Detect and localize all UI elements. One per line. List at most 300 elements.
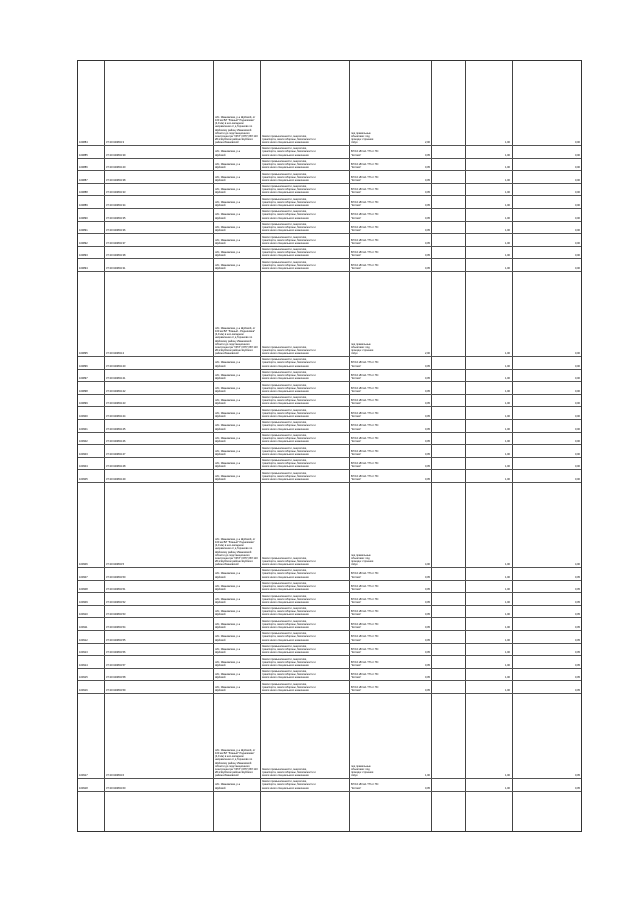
land-category: Земли промышленности, энергетики, транспорта, земли обороны, безопасности и земли иного специального назначения bbox=[262, 670, 316, 680]
permitted-use: ВЛ 10 кВ №1 ТП от ПС "Китово" bbox=[351, 660, 379, 667]
permitted-use: ВЛ 10 кВ №1 ТП от ПС "Китово" bbox=[351, 449, 379, 456]
area-value: 2,00 bbox=[424, 140, 430, 144]
total-value: 0,00 bbox=[574, 266, 580, 270]
total-value: 0,00 bbox=[574, 440, 580, 444]
table-row bbox=[78, 61, 581, 146]
table-row bbox=[78, 357, 581, 370]
land-category: Земли промышленности, энергетики, транспорта, земли обороны, безопасности и земли иного специального назначения bbox=[262, 767, 316, 777]
area-value: 0,05 bbox=[424, 600, 430, 604]
land-category: Земли промышленности, энергетики, транспорта, земли обороны, безопасности и земли иного специального назначения bbox=[262, 421, 316, 431]
table-row bbox=[78, 146, 581, 159]
share-value: 1,00 bbox=[504, 773, 510, 777]
table-row bbox=[78, 631, 581, 644]
area-value: 0,05 bbox=[424, 414, 430, 418]
parcel-id: 100907 bbox=[79, 575, 88, 579]
share-value: 1,00 bbox=[504, 688, 510, 692]
parcel-id: 100890 bbox=[79, 216, 88, 220]
land-category: Земли промышленности, энергетики, транспорта, земли обороны, безопасности и земли иного специального назначения bbox=[262, 556, 316, 566]
land-category: Земли промышленности, энергетики, транспорта, земли обороны, безопасности и земли иного специального назначения bbox=[262, 210, 316, 220]
area-value: 0,05 bbox=[424, 625, 430, 629]
share-value: 1,00 bbox=[504, 625, 510, 629]
table-row bbox=[78, 159, 581, 172]
address-cell: обл. Ивановская, р-н Шуйский bbox=[215, 449, 241, 456]
parcel-id: 100889 bbox=[79, 203, 88, 207]
cadastral-number: 37:20:040804:48 bbox=[106, 465, 126, 469]
area-value: 0,05 bbox=[424, 266, 430, 270]
permitted-use: ВЛ 10 кВ №1 ТП от ПС "Китово" bbox=[351, 648, 379, 655]
share-value: 1,00 bbox=[504, 427, 510, 431]
cadastral-number: 37:20:040804:43 bbox=[106, 402, 126, 406]
total-value: 0,00 bbox=[574, 465, 580, 469]
area-value: 0,05 bbox=[424, 663, 430, 667]
parcel-id: 100887 bbox=[79, 178, 88, 182]
parcel-id: 100901 bbox=[79, 427, 88, 431]
total-value: 0,05 bbox=[574, 638, 580, 642]
land-category: Земли промышленности, энергетики, транспорта, земли обороны, безопасности и земли иного специального назначения bbox=[262, 222, 316, 233]
parcel-id: 100917 bbox=[79, 773, 88, 777]
total-value: 0,00 bbox=[574, 377, 580, 381]
permitted-use: ВЛ 10 кВ №1 ТП от ПС "Китово" bbox=[351, 597, 379, 604]
permitted-use: ВЛ 10 кВ №1 ТП от ПС "Китово" bbox=[351, 175, 379, 182]
cadastral-number: 37:20:040804:35 bbox=[106, 216, 126, 220]
cadastral-number: 37:20:040804:36 bbox=[106, 229, 126, 233]
total-value: 0,05 bbox=[574, 773, 580, 777]
table-row bbox=[78, 458, 581, 471]
address-cell: обл. Ивановская, р-н Шуйский bbox=[215, 474, 241, 481]
share-value: 1,00 bbox=[504, 600, 510, 604]
area-value: 0,05 bbox=[424, 613, 430, 617]
total-value: 0,00 bbox=[574, 477, 580, 481]
area-value: 0,05 bbox=[424, 191, 430, 195]
parcel-id: 100900 bbox=[79, 414, 88, 418]
area-value: 0,05 bbox=[424, 364, 430, 368]
total-value: 0,05 bbox=[574, 786, 580, 790]
land-category: Земли промышленности, энергетики, транспорта, земли обороны, безопасности и земли иного специального назначения bbox=[262, 657, 316, 667]
land-category: Земли промышленности, энергетики, транспорта, земли обороны, безопасности и земли иного специального назначения bbox=[262, 644, 316, 655]
share-value: 1,00 bbox=[504, 402, 510, 406]
permitted-use: ВЛ 10 кВ №1 ТП от ПС "Китово" bbox=[351, 572, 379, 579]
address-cell: обл. Ивановская, р-н Шуйский bbox=[215, 213, 241, 220]
parcel-id: 100903 bbox=[79, 452, 88, 456]
permitted-use: ВЛ 10 кВ №1 ТП от ПС "Китово" bbox=[351, 163, 379, 170]
permitted-use: ВЛ 10 кВ №1 ТП от ПС "Китово" bbox=[351, 585, 379, 592]
parcel-id: 100911 bbox=[79, 625, 88, 629]
table-row bbox=[78, 483, 581, 568]
share-value: 1,00 bbox=[504, 452, 510, 456]
permitted-use: ВЛ 10 кВ №1 ТП от ПС "Китово" bbox=[351, 474, 379, 481]
permitted-use: ВЛ 10 кВ №1 ТП от ПС "Китово" bbox=[351, 226, 379, 233]
parcel-id: 100904 bbox=[79, 465, 88, 469]
permitted-use: ВЛ 10 кВ №1 ТП от ПС "Китово" bbox=[351, 213, 379, 220]
land-category: Земли промышленности, энергетики, транспорта, земли обороны, безопасности и земли иного специального назначения bbox=[262, 383, 316, 393]
land-category: Земли промышленности, энергетики, транспорта, земли обороны, безопасности и земли иного специального назначения bbox=[262, 594, 316, 604]
table-row bbox=[78, 581, 581, 594]
parcel-id: 100886 bbox=[79, 166, 88, 170]
table-row bbox=[78, 209, 581, 222]
table-row bbox=[78, 184, 581, 197]
address-cell: обл. Ивановская, р-н Шуйский, от 100 км ВЛ "Южный" Родниковка" (4,9 км) в юго-западном направлении от д.Горшково по Шуйскому району Ивановской области до подстанционного электроцентра "ОРЗ" (ОПУ) ВЛ 110 кВ в Шуйском районе Шуйского района Ивановской bbox=[215, 116, 258, 144]
permitted-use: под правильные объектами: под проезда: строения г.Шуя bbox=[351, 553, 374, 566]
parcel-id: 100913 bbox=[79, 651, 88, 655]
share-value: 1,00 bbox=[504, 377, 510, 381]
total-value: 0,00 bbox=[574, 254, 580, 258]
address-cell: обл. Ивановская, р-н Шуйский bbox=[215, 175, 241, 182]
total-value: 0,05 bbox=[574, 588, 580, 592]
area-value: 2,00 bbox=[424, 351, 430, 355]
share-value: 1,00 bbox=[504, 254, 510, 258]
table-row bbox=[78, 171, 581, 184]
address-cell: обл. Ивановская, р-н Шуйский, от 100 км ВЛ "Южный" Родниковка" (4,9 км) в юго-западном направлении от д.Горшково по Шуйскому району Ивановской области до подстанционного электроцентра "ОРЗ" (ОПУ) ВЛ 110 кВ в Шуйском районе Шуйского района Ивановской bbox=[215, 538, 258, 566]
area-value: 0,05 bbox=[424, 575, 430, 579]
land-category: Земли промышленности, энергетики, транспорта, земли обороны, безопасности и земли иного специального назначения bbox=[262, 235, 316, 245]
parcel-id: 100918 bbox=[79, 786, 88, 790]
permitted-use: ВЛ 10 кВ №1 ТП от ПС "Китово" bbox=[351, 263, 379, 270]
address-cell: обл. Ивановская, р-н Шуйский bbox=[215, 610, 241, 617]
land-category: Земли промышленности, энергетики, транспорта, земли обороны, безопасности и земли иного специального назначения bbox=[262, 433, 316, 444]
address-cell: обл. Ивановская, р-н Шуйский bbox=[215, 411, 241, 418]
permitted-use: ВЛ 10 кВ №1 ТП от ПС "Китово" bbox=[351, 635, 379, 642]
area-value: 0,05 bbox=[424, 402, 430, 406]
cadastral-number: 37:20:040804:56 bbox=[106, 651, 126, 655]
share-value: 1,00 bbox=[504, 613, 510, 617]
address-cell: обл. Ивановская, р-н Шуйский bbox=[215, 163, 241, 170]
cadastral-number: 37:20:040804:3 bbox=[106, 140, 125, 144]
table-row bbox=[78, 470, 581, 483]
permitted-use: ВЛ 10 кВ №1 ТП от ПС "Китово" bbox=[351, 399, 379, 406]
area-value: 0,05 bbox=[424, 216, 430, 220]
parcel-id: 100896 bbox=[79, 364, 88, 368]
share-value: 1,00 bbox=[504, 414, 510, 418]
share-value: 1,00 bbox=[504, 216, 510, 220]
cadastral-number: 37:20:040804:33 bbox=[106, 191, 126, 195]
table-row bbox=[78, 247, 581, 260]
parcel-id: 100897 bbox=[79, 377, 88, 381]
address-cell: обл. Ивановская, р-н Шуйский bbox=[215, 673, 241, 680]
cadastral-number: 37:20:040804:40 bbox=[106, 166, 126, 170]
permitted-use: ВЛ 10 кВ №1 ТП от ПС "Китово" bbox=[351, 424, 379, 431]
total-value: 0,00 bbox=[574, 203, 580, 207]
parcel-id: 100914 bbox=[79, 663, 88, 667]
address-cell: обл. Ивановская, р-н Шуйский bbox=[215, 226, 241, 233]
address-cell: обл. Ивановская, р-н Шуйский bbox=[215, 462, 241, 469]
share-value: 1,00 bbox=[504, 440, 510, 444]
parcel-id: 100909 bbox=[79, 600, 88, 604]
parcel-id: 100898 bbox=[79, 389, 88, 393]
register-table bbox=[77, 60, 582, 832]
address-cell: обл. Ивановская, р-н Шуйский bbox=[215, 150, 241, 157]
land-category: Земли промышленности, энергетики, транспорта, земли обороны, безопасности и земли иного специального назначения bbox=[262, 408, 316, 418]
parcel-id: 100910 bbox=[79, 613, 88, 617]
cadastral-number: 37:20:040804:31 bbox=[106, 266, 126, 270]
area-value: 0,05 bbox=[424, 153, 430, 157]
land-category: Земли промышленности, энергетики, транспорта, земли обороны, безопасности и земли иного специального назначения bbox=[262, 459, 316, 469]
total-value: 0,05 bbox=[574, 613, 580, 617]
table-row bbox=[78, 433, 581, 446]
land-category: Земли промышленности, энергетики, транспорта, земли обороны, безопасности и земли иного специального назначения bbox=[262, 159, 316, 170]
total-value: 0,05 bbox=[574, 688, 580, 692]
cadastral-number: 37:20:040804:37 bbox=[106, 241, 126, 245]
address-cell: обл. Ивановская, р-н Шуйский bbox=[215, 585, 241, 592]
area-value: 0,05 bbox=[424, 178, 430, 182]
area-value: 0,05 bbox=[424, 166, 430, 170]
permitted-use: под правильные объектами: под проезда: строения г.Шуя bbox=[351, 342, 374, 355]
area-value: 0,05 bbox=[424, 241, 430, 245]
land-category: Земли промышленности, энергетики, транспорта, земли обороны, безопасности и земли иного специального назначения bbox=[262, 446, 316, 456]
land-category: Земли промышленности, энергетики, транспорта, земли обороны, безопасности и земли иного специального назначения bbox=[262, 569, 316, 579]
land-category: Земли промышленности, энергетики, транспорта, земли обороны, безопасности и земли иного специального назначения bbox=[262, 185, 316, 195]
table-row bbox=[78, 407, 581, 420]
cadastral-number: 37:20:040804:60 bbox=[106, 786, 126, 790]
land-category: Земли промышленности, энергетики, транспорта, земли обороны, безопасности и земли иного специального назначения bbox=[262, 682, 316, 692]
total-value: 0,00 bbox=[574, 402, 580, 406]
cadastral-number: 37:20:040804:34 bbox=[106, 203, 126, 207]
cadastral-number: 37:20:040804:39 bbox=[106, 153, 126, 157]
total-value: 0,05 bbox=[574, 663, 580, 667]
table-row bbox=[78, 606, 581, 619]
share-value: 1,00 bbox=[504, 178, 510, 182]
area-value: 0,05 bbox=[424, 588, 430, 592]
land-category: Земли промышленности, энергетики, транспорта, земли обороны, безопасности и земли иного специального назначения bbox=[262, 248, 316, 258]
parcel-id: 100915 bbox=[79, 676, 88, 680]
cadastral-number: 37:20:040804:42 bbox=[106, 389, 126, 393]
table-row bbox=[78, 656, 581, 669]
table-row bbox=[78, 196, 581, 209]
parcel-id: 100891 bbox=[79, 229, 88, 233]
parcel-id: 100916 bbox=[79, 688, 88, 692]
permitted-use: под правильные объектами: под проезда: строения г.Шуя bbox=[351, 764, 374, 777]
total-value: 0,00 bbox=[574, 452, 580, 456]
land-category: Земли промышленности, энергетики, транспорта, земли обороны, безопасности и земли иного специального назначения bbox=[262, 370, 316, 381]
total-value: 0,00 bbox=[574, 229, 580, 233]
permitted-use: ВЛ 10 кВ №1 ТП от ПС "Китово" bbox=[351, 622, 379, 629]
share-value: 1,00 bbox=[504, 651, 510, 655]
total-value: 0,00 bbox=[574, 178, 580, 182]
area-value: 0,05 bbox=[424, 440, 430, 444]
cadastral-number: 37:20:040804:55 bbox=[106, 638, 126, 642]
total-value: 4,00 bbox=[574, 562, 580, 566]
share-value: 1,00 bbox=[504, 638, 510, 642]
cadastral-number: 37:20:040804:40 bbox=[106, 364, 126, 368]
land-category: Земли промышленности, энергетики, транспорта, земли обороны, безопасности и земли иного специального назначения bbox=[262, 632, 316, 642]
parcel-id: 100895 bbox=[79, 351, 88, 355]
total-value: 0,00 bbox=[574, 166, 580, 170]
land-category: Земли промышленности, энергетики, транспорта, земли обороны, безопасности и земли иного специального назначения bbox=[262, 345, 316, 355]
permitted-use: ВЛ 10 кВ №1 ТП от ПС "Китово" bbox=[351, 200, 379, 207]
permitted-use: ВЛ 10 кВ №1 ТП от ПС "Китово" bbox=[351, 386, 379, 393]
address-cell: обл. Ивановская, р-н Шуйский bbox=[215, 783, 241, 790]
permitted-use: ВЛ 10 кВ №1 ТП от ПС "Китово" bbox=[351, 685, 379, 692]
table-row bbox=[78, 779, 581, 792]
address-cell: обл. Ивановская, р-н Шуйский bbox=[215, 361, 241, 368]
table-row bbox=[78, 259, 581, 272]
table-row bbox=[78, 694, 581, 779]
total-value: 0,05 bbox=[574, 676, 580, 680]
share-value: 1,00 bbox=[504, 153, 510, 157]
table-row bbox=[78, 234, 581, 247]
area-value: 0,05 bbox=[424, 427, 430, 431]
share-value: 1,00 bbox=[504, 562, 510, 566]
area-value: 0,05 bbox=[424, 452, 430, 456]
permitted-use: ВЛ 10 кВ №1 ТП от ПС "Китово" bbox=[351, 361, 379, 368]
parcel-id: 100894 bbox=[79, 266, 88, 270]
parcel-id: 100908 bbox=[79, 588, 88, 592]
table-row bbox=[78, 370, 581, 383]
cadastral-number: 37:20:040804:46 bbox=[106, 440, 126, 444]
permitted-use: ВЛ 10 кВ №1 ТП от ПС "Китово" bbox=[351, 462, 379, 469]
cadastral-number: 37:20:040804:38 bbox=[106, 178, 126, 182]
cadastral-number: 37:20:040804:59 bbox=[106, 688, 126, 692]
area-value: 0,05 bbox=[424, 203, 430, 207]
cadastral-number: 37:20:040804:6 bbox=[106, 773, 125, 777]
address-cell: обл. Ивановская, р-н Шуйский bbox=[215, 597, 241, 604]
cadastral-number: 37:20:040804:5 bbox=[106, 562, 125, 566]
cadastral-number: 37:20:040804:47 bbox=[106, 452, 126, 456]
total-value: 0,05 bbox=[574, 575, 580, 579]
total-value: 0,00 bbox=[574, 364, 580, 368]
share-value: 1,00 bbox=[504, 364, 510, 368]
parcel-id: 100888 bbox=[79, 191, 88, 195]
parcel-id: 100884 bbox=[79, 140, 88, 144]
land-category: Земли промышленности, энергетики, транспорта, земли обороны, безопасности и земли иного специального назначения bbox=[262, 147, 316, 157]
permitted-use: под правильные объектами: под проезда: строения г.Шуя bbox=[351, 131, 374, 144]
land-category: Земли промышленности, энергетики, транспорта, земли обороны, безопасности и земли иного специального назначения bbox=[262, 260, 316, 270]
land-category: Земли промышленности, энергетики, транспорта, земли обороны, безопасности и земли иного специального назначения bbox=[262, 172, 316, 182]
permitted-use: ВЛ 10 кВ №1 ТП от ПС "Китово" bbox=[351, 673, 379, 680]
table-row bbox=[78, 568, 581, 581]
total-value: 0,00 bbox=[574, 241, 580, 245]
total-value: 0,00 bbox=[574, 351, 580, 355]
address-cell: обл. Ивановская, р-н Шуйский bbox=[215, 424, 241, 431]
cadastral-number: 37:20:040804:58 bbox=[106, 676, 126, 680]
cadastral-number: 37:20:040804:54 bbox=[106, 625, 126, 629]
address-cell: обл. Ивановская, р-н Шуйский bbox=[215, 622, 241, 629]
address-cell: обл. Ивановская, р-н Шуйский bbox=[215, 200, 241, 207]
parcel-id: 100893 bbox=[79, 254, 88, 258]
cadastral-number: 37:20:040804:41 bbox=[106, 377, 126, 381]
share-value: 1,00 bbox=[504, 663, 510, 667]
permitted-use: ВЛ 10 кВ №1 ТП от ПС "Китово" bbox=[351, 150, 379, 157]
cadastral-number: 37:20:040804:44 bbox=[106, 414, 126, 418]
table-row bbox=[78, 222, 581, 235]
table-row bbox=[78, 420, 581, 433]
table-row bbox=[78, 681, 581, 694]
total-value: 0,00 bbox=[574, 191, 580, 195]
cadastral-number: 37:20:040804:57 bbox=[106, 663, 126, 667]
total-value: 0,00 bbox=[574, 140, 580, 144]
total-value: 0,00 bbox=[574, 414, 580, 418]
permitted-use: ВЛ 10 кВ №1 ТП от ПС "Китово" bbox=[351, 411, 379, 418]
share-value: 1,00 bbox=[504, 786, 510, 790]
land-category: Земли промышленности, энергетики, транспорта, земли обороны, безопасности и земли иного специального назначения bbox=[262, 197, 316, 207]
address-cell: обл. Ивановская, р-н Шуйский bbox=[215, 386, 241, 393]
land-category: Земли промышленности, энергетики, транспорта, земли обороны, безопасности и земли иного специального назначения bbox=[262, 619, 316, 629]
address-cell: обл. Ивановская, р-н Шуйский bbox=[215, 437, 241, 444]
address-cell: обл. Ивановская, р-н Шуйский bbox=[215, 238, 241, 245]
area-value: 0,05 bbox=[424, 377, 430, 381]
land-category: Земли промышленности, энергетики, транспорта, земли обороны, безопасности и земли иного специального назначения bbox=[262, 358, 316, 368]
permitted-use: ВЛ 10 кВ №1 ТП от ПС "Китово" bbox=[351, 437, 379, 444]
total-value: 0,05 bbox=[574, 600, 580, 604]
total-value: 0,05 bbox=[574, 625, 580, 629]
share-value: 1,00 bbox=[504, 351, 510, 355]
address-cell: обл. Ивановская, р-н Шуйский bbox=[215, 251, 241, 258]
share-value: 1,00 bbox=[504, 166, 510, 170]
parcel-id: 100912 bbox=[79, 638, 88, 642]
cadastral-number: 37:20:040804:50 bbox=[106, 575, 126, 579]
share-value: 1,00 bbox=[504, 241, 510, 245]
parcel-id: 100906 bbox=[79, 562, 88, 566]
cadastral-number: 37:20:040804:4 bbox=[106, 351, 125, 355]
cadastral-number: 37:20:040804:38 bbox=[106, 254, 126, 258]
table-row bbox=[78, 382, 581, 395]
parcel-id: 100905 bbox=[79, 477, 88, 481]
table-row bbox=[78, 395, 581, 408]
address-cell: обл. Ивановская, р-н Шуйский bbox=[215, 660, 241, 667]
share-value: 1,00 bbox=[504, 229, 510, 233]
land-category: Земли промышленности, энергетики, транспорта, земли обороны, безопасности и земли иного специального назначения bbox=[262, 780, 316, 790]
cadastral-number: 37:20:040804:49 bbox=[106, 477, 126, 481]
cadastral-number: 37:20:040804:52 bbox=[106, 600, 126, 604]
area-value: 0,05 bbox=[424, 651, 430, 655]
address-cell: обл. Ивановская, р-н Шуйский bbox=[215, 263, 241, 270]
table-row bbox=[78, 272, 581, 357]
area-value: 4,00 bbox=[424, 562, 430, 566]
permitted-use: ВЛ 10 кВ №1 ТП от ПС "Китово" bbox=[351, 251, 379, 258]
permitted-use: ВЛ 10 кВ №1 ТП от ПС "Китово" bbox=[351, 188, 379, 195]
address-cell: обл. Ивановская, р-н Шуйский bbox=[215, 188, 241, 195]
permitted-use: ВЛ 10 кВ №1 ТП от ПС "Китово" bbox=[351, 238, 379, 245]
table-row bbox=[78, 593, 581, 606]
cadastral-number: 37:20:040804:45 bbox=[106, 427, 126, 431]
area-value: 0,05 bbox=[424, 688, 430, 692]
area-value: 0,05 bbox=[424, 676, 430, 680]
share-value: 1,00 bbox=[504, 389, 510, 393]
cadastral-number: 37:20:040804:53 bbox=[106, 613, 126, 617]
address-cell: обл. Ивановская, р-н Шуйский bbox=[215, 399, 241, 406]
address-cell: обл. Ивановская, р-н Шуйский, от 100 км ВЛ "Южный - Родниковка" (4,9 км) в юго-западном направлении от д.Горшково по Шуйскому району Ивановской области до подстанционного электроцентра "ОРЗ" (ОПУ) ВЛ 110 кВ в Шуйском районе Шуйского района Ивановской bbox=[215, 327, 258, 355]
total-value: 0,00 bbox=[574, 427, 580, 431]
land-category: Земли промышленности, энергетики, транспорта, земли обороны, безопасности и земли иного специального назначения bbox=[262, 607, 316, 617]
share-value: 1,00 bbox=[504, 191, 510, 195]
address-cell: обл. Ивановская, р-н Шуйский bbox=[215, 648, 241, 655]
share-value: 1,00 bbox=[504, 140, 510, 144]
area-value: 0,05 bbox=[424, 229, 430, 233]
cadastral-number: 37:20:040804:51 bbox=[106, 588, 126, 592]
parcel-id: 100892 bbox=[79, 241, 88, 245]
share-value: 1,00 bbox=[504, 477, 510, 481]
area-value: 0,05 bbox=[424, 389, 430, 393]
share-value: 1,00 bbox=[504, 465, 510, 469]
address-cell: обл. Ивановская, р-н Шуйский bbox=[215, 685, 241, 692]
area-value: 0,05 bbox=[424, 465, 430, 469]
table-row bbox=[78, 618, 581, 631]
address-cell: обл. Ивановская, р-н Шуйский, от 100 км ВЛ "Южный" Родниковка" (4,9 км) в юго-западном направлении от д.Горшково по Шуйскому району Ивановской области до подстанционного электроцентра "ОРЗ" (ОПУ) ВЛ 110 кВ в Шуйском районе Шуйского района Ивановской bbox=[215, 749, 258, 777]
total-value: 0,00 bbox=[574, 153, 580, 157]
total-value: 0,00 bbox=[574, 389, 580, 393]
permitted-use: ВЛ 10 кВ №1 ТП от ПС "Китово" bbox=[351, 610, 379, 617]
land-category: Земли промышленности, энергетики, транспорта, земли обороны, безопасности и земли иного специального назначения bbox=[262, 134, 316, 144]
area-value: 0,05 bbox=[424, 477, 430, 481]
land-category: Земли промышленности, энергетики, транспорта, земли обороны, безопасности и земли иного специального назначения bbox=[262, 471, 316, 481]
address-cell: обл. Ивановская, р-н Шуйский bbox=[215, 374, 241, 381]
table-row bbox=[78, 669, 581, 682]
table-row bbox=[78, 644, 581, 657]
total-value: 0,05 bbox=[574, 651, 580, 655]
share-value: 1,00 bbox=[504, 203, 510, 207]
share-value: 1,00 bbox=[504, 575, 510, 579]
land-category: Земли промышленности, энергетики, транспорта, земли обороны, безопасности и земли иного специального назначения bbox=[262, 581, 316, 592]
parcel-id: 100885 bbox=[79, 153, 88, 157]
